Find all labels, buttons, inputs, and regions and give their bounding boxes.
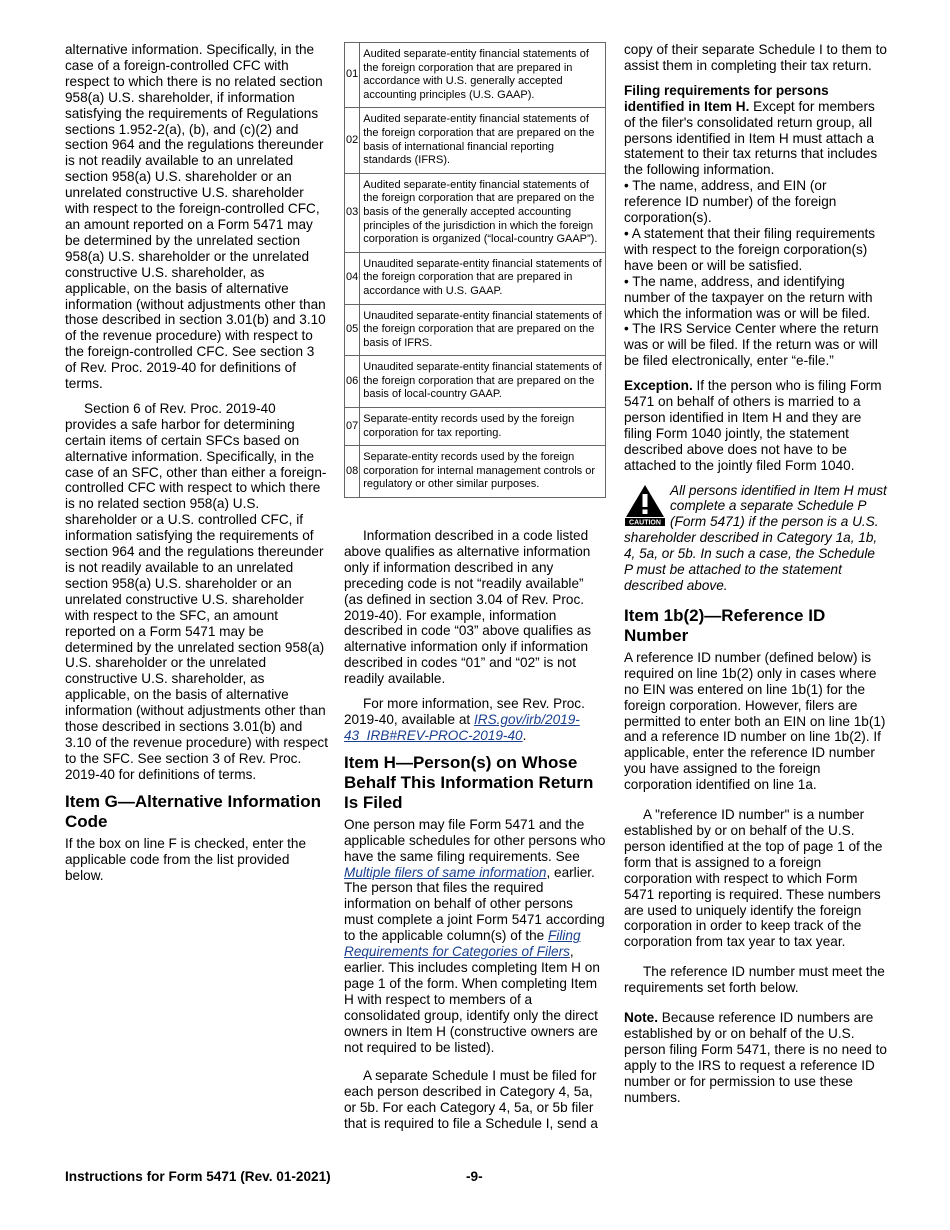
caution-label: CAUTION	[629, 519, 661, 527]
code-number: 05	[345, 304, 360, 356]
code-number: 04	[345, 252, 360, 304]
text: , earlier. The person that files the required information on behalf of other persons must complete a joint Form 5471 according to the applicable column(s) of the	[344, 864, 605, 944]
code-description: Audited separate-entity financial statements of the foreign corporation that are prepared on the basis of international financial reporting standards (IFRS).	[360, 108, 606, 173]
bullet-item: • The IRS Service Center where the return was or will be filed. If the return was or will be filed electronically, enter “e-file.”	[624, 321, 879, 369]
paragraph	[344, 696, 606, 744]
column-left	[65, 42, 328, 892]
section-heading-item-h: Item H—Person(s) on Whose Behalf This Information Return Is Filed	[344, 752, 594, 812]
paragraph	[624, 378, 887, 473]
paragraph: Information described in a code listed above qualifies as alternative information only if information described in any preceding code is not “readily available” (as defined in section 3.04 of Rev. Proc. 2019-40). For example, information described in code “03” above qualifies as alternative information only if information described in codes “01” and “02” is not readily available.	[344, 528, 592, 687]
code-description: Unaudited separate-entity financial statements of the foreign corporation that are prepared in accordance with U.S. GAAP.	[360, 252, 606, 304]
code-number: 01	[345, 43, 360, 108]
caution-note	[624, 483, 887, 594]
code-number: 06	[345, 356, 360, 408]
text: For more information, see Rev. Proc. 2019-40, available at	[344, 696, 585, 727]
section-heading-item-g: Item G—Alternative Information Code	[65, 791, 321, 831]
code-number: 02	[345, 108, 360, 173]
bullet-item: • The name, address, and EIN (or reference ID number) of the foreign corporation(s).	[624, 178, 837, 226]
text: Because reference ID numbers are established by or on behalf of the U.S. person filing Form 5471, there is no need to apply to the IRS to request a reference ID number or for permission to use these numbers.	[624, 1010, 887, 1105]
code-row	[345, 408, 606, 446]
paragraph	[624, 1010, 887, 1105]
bold-lead: Note.	[624, 1010, 658, 1026]
bullet-text: A statement that their filing requirements with respect to the foreign corporation(s) have been or will be satisfied.	[624, 225, 876, 273]
paragraph: alternative information. Specifically, in the case of a foreign-controlled CFC with respect to which there is no related section 958(a) U.S. shareholder, if information satisfying the requirements of Regulations sections 1.952-2(a), (b), and (c)(2) and section 964 and the regulations thereunder is not readily available to an unrelated section 958(a) U.S. shareholder or an unrelated constructive U.S. shareholder with respect to the foreign-controlled CFC, an amount reported on a Form 5471 may be determined by the unrelated section 958(a) U.S. shareholder or the unrelated constructive U.S. shareholder, as applicable, on the basis of alternative information (without adjustments other than those described in section 3.01(b) and 3.10 of the revenue procedure) with respect to the foreign-controlled CFC. See section 3 of Rev. Proc. 2019-40 for definitions of terms.	[65, 42, 326, 392]
bullet-text: The name, address, and identifying number of the taxpayer on the return with which the information was or will be filed.	[624, 273, 873, 321]
page-number: -9-	[466, 1169, 483, 1184]
code-description: Unaudited separate-entity financial statements of the foreign corporation that are prepared on the basis of local-country GAAP.	[360, 356, 606, 408]
text: , earlier. This includes completing Item H on page 1 of the form. When completing Item H with respect to members of a consolidated group, identify only the direct owners in Item H (constructive owners are not required to be listed).	[344, 944, 600, 1055]
code-row	[345, 304, 606, 356]
code-description: Audited separate-entity financial statements of the foreign corporation that are prepared in accordance with U.S. generally accepted accounting principles (U.S. GAAP).	[360, 43, 606, 108]
code-row	[345, 356, 606, 408]
text: One person may file Form 5471 and the applicable schedules for other persons who have the same filing requirements. See	[344, 816, 606, 864]
column-middle	[344, 42, 606, 1141]
code-description: Separate-entity records used by the foreign corporation for tax reporting.	[360, 408, 606, 446]
paragraph: A "reference ID number" is a number established by or on behalf of the U.S. person identified at the top of page 1 of the form that is assigned to a foreign corporation with respect to which Form 5471 reporting is required. These numbers are used to uniquely identify the foreign corporation in order to keep track of the corporation from tax year to tax year.	[624, 807, 883, 950]
code-description: Separate-entity records used by the foreign corporation for internal management controls or regulatory or other similar purposes.	[360, 446, 606, 498]
text: .	[522, 727, 527, 743]
paragraph	[624, 83, 887, 178]
code-row	[345, 446, 606, 498]
paragraph: copy of their separate Schedule I to them to assist them in completing their tax return.	[624, 42, 887, 73]
code-number: 03	[345, 173, 360, 252]
paragraph: A separate Schedule I must be filed for each person described in Category 4, 5a, or 5b. For each Category 4, 5a, or 5b filer that is required to file a Schedule I, send a	[344, 1068, 598, 1132]
paragraph: If the box on line F is checked, enter the applicable code from the list provided below.	[65, 835, 307, 883]
paragraph: The reference ID number must meet the requirements set forth below.	[624, 964, 885, 996]
bold-lead: Filing requirements for persons identified in Item H.	[624, 82, 829, 114]
bullet-text: The IRS Service Center where the return was or will be filed. If the return was or will be filed electronically, enter “e-file.”	[624, 321, 879, 369]
bullet-text: The name, address, and EIN (or reference ID number) of the foreign corporation(s).	[624, 178, 837, 226]
irs-rev-proc-link[interactable]: IRS.gov/irb/2019-43_IRB#REV-PROC-2019-40	[344, 712, 580, 743]
filing-requirements-link[interactable]: Filing Requirements for Categories of Filers	[344, 928, 581, 960]
code-row	[345, 108, 606, 173]
text: If the person who is filing Form 5471 on behalf of others is married to a person identified in Item H and they are filing Form 1040 jointly, the statement described above does not have to be attached to the jointly filed Form 1040.	[624, 378, 882, 473]
caution-text: All persons identified in Item H must complete a separate Schedule P (Form 5471) if the person is a U.S. shareholder described in Category 1a, 1b, 4, 5a, or 5b. In such a case, the Schedule P must be attached to the statement described above.	[624, 482, 887, 593]
caution-icon	[624, 483, 666, 527]
multiple-filers-link[interactable]: Multiple filers of same information	[344, 864, 547, 880]
code-row	[345, 252, 606, 304]
bullet-list	[624, 178, 887, 369]
code-number: 07	[345, 408, 360, 446]
code-description: Unaudited separate-entity financial statements of the foreign corporation that are prepared on the basis of IFRS.	[360, 304, 606, 356]
code-row	[345, 43, 606, 108]
bold-lead: Exception.	[624, 378, 693, 394]
bullet-item: • A statement that their filing requirements with respect to the foreign corporation(s) have been or will be satisfied.	[624, 225, 876, 273]
section-heading-item-1b2: Item 1b(2)—Reference ID Number	[624, 605, 826, 645]
alternative-information-codes-table	[344, 42, 606, 498]
footer-form-title: Instructions for Form 5471 (Rev. 01-2021)	[65, 1169, 331, 1184]
paragraph: A reference ID number (defined below) is required on line 1b(2) only in cases where no EIN was entered on line 1b(1) for the foreign corporation. However, filers are permitted to enter both an EIN on line 1b(1) and a reference ID number on line 1b(2). If applicable, enter the reference ID number you have assigned to the foreign corporation identified on line 1a.	[624, 649, 886, 793]
code-row	[345, 173, 606, 252]
paragraph: Section 6 of Rev. Proc. 2019-40 provides a safe harbor for determining certain items of certain SFCs based on alternative information. Specifically, in the case of an SFC, other than either a foreign-controlled CFC with respect to which there is no related section 958(a) U.S. shareholder or a U.S. controlled CFC, if information satisfying the requirements of section 964 and the regulations thereunder is not readily available to an unrelated section 958(a) U.S. shareholder or an unrelated constructive U.S. shareholder with respect to the SFC, an amount reported on a Form 5471 may be determined by the unrelated section 958(a) U.S. shareholder or the unrelated constructive U.S. shareholder, as applicable, on the basis of alternative information (without adjustments other than those described in sections 3.01(b) and 3.10 of the revenue procedure) with respect to the SFC. See section 3 of Rev. Proc. 2019-40 for definitions of terms.	[65, 400, 328, 782]
paragraph	[344, 817, 606, 1056]
code-description: Audited separate-entity financial statements of the foreign corporation that are prepared on the basis of the generally accepted accounting principles of the jurisdiction in which the foreign corporation is organized (“local-country GAAP”).	[360, 173, 606, 252]
column-right	[624, 42, 887, 1114]
bullet-item: • The name, address, and identifying number of the taxpayer on the return with which the information was or will be filed.	[624, 273, 873, 321]
text: Except for members of the filer's consolidated return group, all persons identified in Item H must attach a statement to their tax returns that includes the following information.	[624, 98, 878, 178]
code-number: 08	[345, 446, 360, 498]
